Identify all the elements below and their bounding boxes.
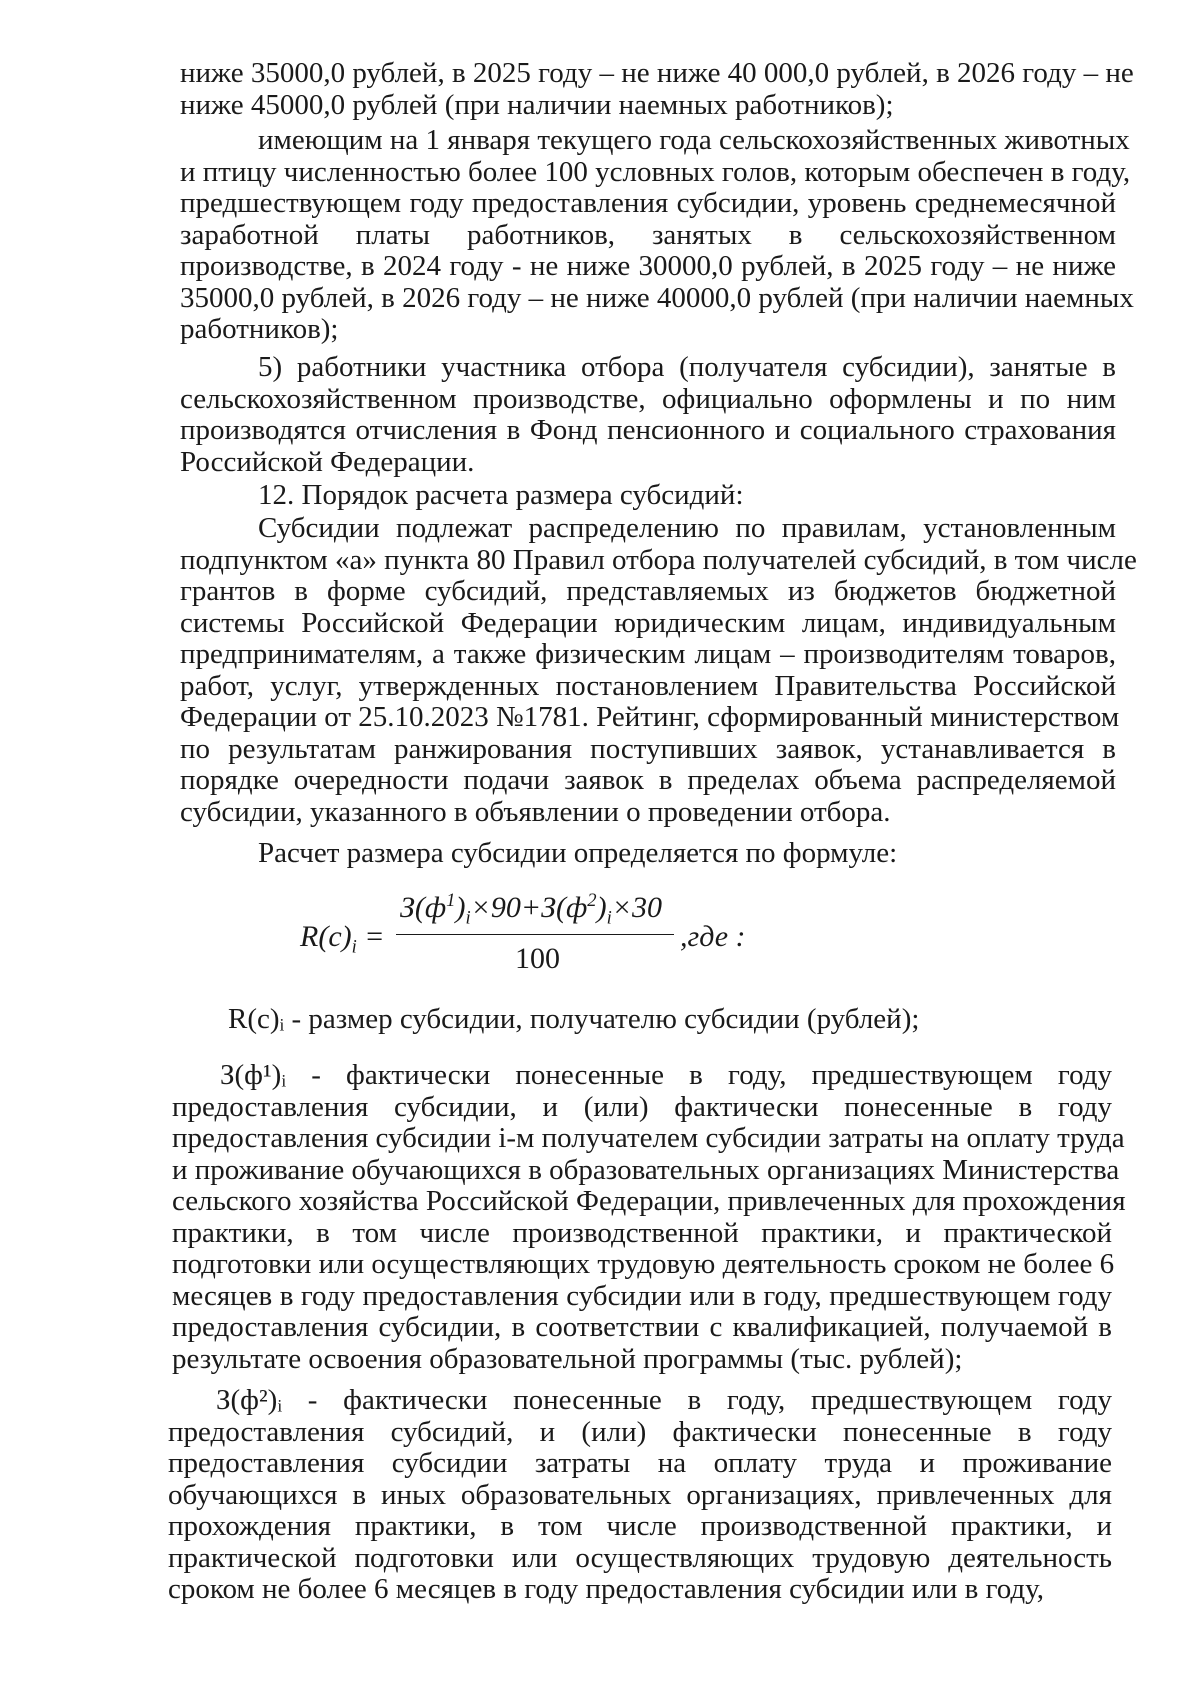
text-line: субсидии, указанного в объявлении о проведении отбора. xyxy=(180,795,891,828)
text-line: прохождения практики, в том числе производственной практики, и xyxy=(168,1510,1112,1542)
text-line: Субсидии подлежат распределению по правилам, установленным xyxy=(258,512,1116,544)
text-line: З(ф²)ᵢ - фактически понесенные в году, предшествующем году xyxy=(216,1384,1112,1416)
text-line: Расчет размера субсидии определяется по формуле: xyxy=(258,837,898,869)
text-line: порядке очередности подачи заявок в пределах объема распределяемой xyxy=(180,764,1116,796)
text-line: практической подготовки или осуществляющих трудовую деятельность xyxy=(168,1541,1112,1574)
text-line: сельскохозяйственном производстве, официально оформлены и по ним xyxy=(180,382,1116,415)
section-12-heading xyxy=(180,480,1116,512)
text-line: предоставления субсидии, в соответствии с квалификацией, получаемой в xyxy=(172,1311,1112,1343)
text-line: сроком не более 6 месяцев в году предоставления субсидии или в году, xyxy=(168,1573,1045,1605)
subsidy-formula xyxy=(300,890,800,980)
formula-lhs: $R(c)_i$ = xyxy=(300,920,385,958)
text-line: Федерации от 25.10.2023 №1781. Рейтинг, сформированный министерством xyxy=(180,701,1120,733)
text-line: месяцев в году предоставления субсидии или в году, предшествующем году xyxy=(172,1279,1112,1312)
formula-numerator: $З(ф^1)_i\times 90+З(ф^2)_i\times 30$ xyxy=(400,890,662,929)
text-line: предоставления субсидии, и (или) фактически понесенные в году xyxy=(172,1090,1112,1123)
text-line: имеющим на 1 января текущего года сельскохозяйственных животных xyxy=(258,124,1130,156)
formula-denominator: 100 xyxy=(515,942,560,975)
fraction-bar xyxy=(396,934,674,935)
paragraph-distribution-rules xyxy=(180,512,1137,828)
text-line: и птицу численностью более 100 условных голов, которым обеспечен в году, xyxy=(180,155,1131,188)
definition-z-f1 xyxy=(172,1059,1126,1375)
text-line: заработной платы работников, занятых в сельскохозяйственном xyxy=(180,218,1116,251)
text-line: производятся отчисления в Фонд пенсионного и социального страхования xyxy=(180,414,1116,446)
text-line: предпринимателям, а также физическим лицам – производителям товаров, xyxy=(180,638,1116,670)
text-line: подготовки или осуществляющих трудовую деятельность сроком не более 6 xyxy=(172,1248,1115,1280)
text-line: предоставления субсидий, и (или) фактически понесенные в году xyxy=(168,1415,1112,1448)
formula-tail: ,где : xyxy=(680,920,746,953)
text-line: предоставления субсидии i-м получателем субсидии затраты на оплату труда xyxy=(172,1122,1125,1154)
text-line: 5) работники участника отбора (получателя субсидии), занятые в xyxy=(258,351,1116,383)
text-line: и проживание обучающихся в образовательных организациях Министерства xyxy=(172,1153,1120,1186)
paragraph-livestock-condition xyxy=(180,124,1134,346)
text-line: практики, в том числе производственной практики, и практической xyxy=(172,1216,1112,1249)
text-line: предшествующем году предоставления субсидии, уровень среднемесячной xyxy=(180,187,1116,219)
text-line: 12. Порядок расчета размера субсидий: xyxy=(258,479,744,511)
text-line: Российской Федерации. xyxy=(180,445,475,478)
text-line: З(ф¹)ᵢ - фактически понесенные в году, предшествующем году xyxy=(220,1059,1112,1091)
text-line: подпунктом «а» пункта 80 Правил отбора получателей субсидий, в том числе xyxy=(180,543,1137,576)
text-line: работ, услуг, утвержденных постановлением Правительства Российской xyxy=(180,669,1116,702)
text-line: предоставления субсидии затраты на оплату труда и проживание xyxy=(168,1447,1112,1479)
text-line: R(c)ᵢ - размер субсидии, получателю субсидии (рублей); xyxy=(228,1003,920,1035)
text-line: грантов в форме субсидий, представляемых из бюджетов бюджетной xyxy=(180,575,1116,607)
text-line: обучающихся в иных образовательных организациях, привлеченных для xyxy=(168,1478,1112,1511)
definition-r-c xyxy=(180,1004,1116,1036)
text-line: производстве, в 2024 году - не ниже 30000,0 рублей, в 2025 году – не ниже xyxy=(180,250,1116,282)
paragraph-formula-intro xyxy=(180,838,1116,870)
text-line: работников); xyxy=(180,313,339,345)
paragraph-item-5-workers xyxy=(180,352,1116,478)
text-line: ниже 35000,0 рублей, в 2025 году – не ниже 40 000,0 рублей, в 2026 году – не xyxy=(180,57,1134,89)
text-line: системы Российской Федерации юридическим лицам, индивидуальным xyxy=(180,606,1116,639)
text-line: сельского хозяйства Российской Федерации, привлеченных для прохождения xyxy=(172,1185,1126,1217)
paragraph-salary-threshold-continuation xyxy=(180,57,1134,121)
text-line: ниже 45000,0 рублей (при наличии наемных работников); xyxy=(180,88,894,121)
text-line: по результатам ранжирования поступивших заявок, устанавливается в xyxy=(180,732,1116,765)
text-line: 35000,0 рублей, в 2026 году – не ниже 40000,0 рублей (при наличии наемных xyxy=(180,281,1134,314)
definition-z-f2 xyxy=(168,1385,1112,1606)
text-line: результате освоения образовательной программы (тыс. рублей); xyxy=(172,1342,963,1375)
